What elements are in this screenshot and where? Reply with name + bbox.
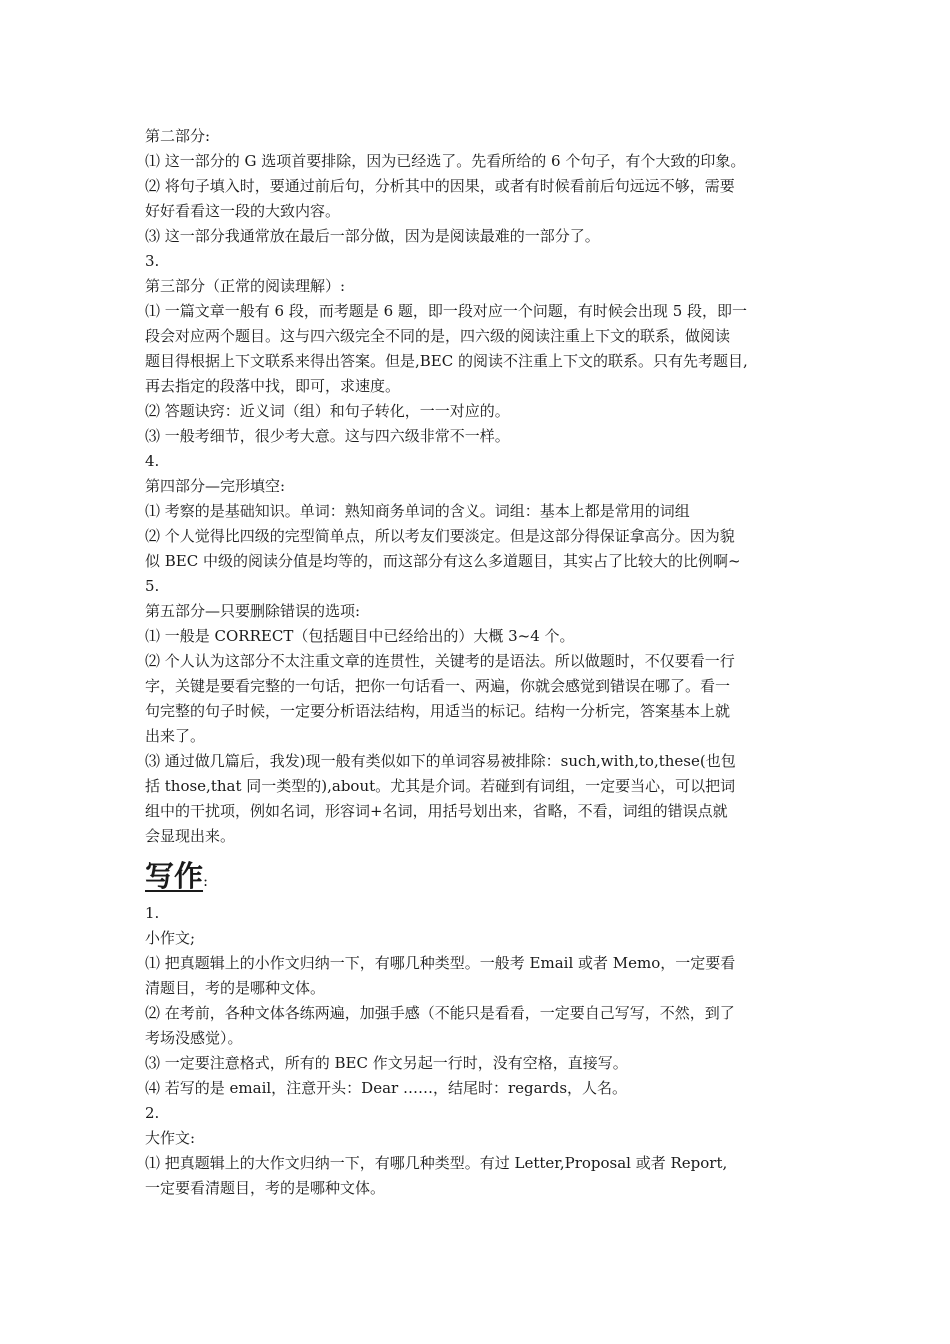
text-line: 字，关键是要看完整的一句话，把你一句话看一、两遍，你就会感觉到错误在哪了。看一 [145, 677, 731, 695]
text-line: 会显现出来。 [145, 827, 236, 845]
text-line: ⑵ 个人觉得比四级的完型简单点，所以考友们要淡定。但是这部分得保证拿高分。因为貌 [145, 527, 735, 545]
text-line: ⑶ 一定要注意格式，所有的 BEC 作文另起一行时，没有空格，直接写。 [145, 1054, 628, 1072]
text-line: ⑶ 通过做几篇后，我发)现一般有类似如下的单词容易被排除：such,with,to,these(也包 [145, 752, 736, 770]
text-line: 题目得根据上下文联系来得出答案。但是,BEC 的阅读不注重上下文的联系。只有先考题目, [145, 352, 748, 370]
text-line: 第三部分（正常的阅读理解）: [145, 277, 346, 295]
text-line: 1. [145, 904, 160, 922]
text-line: ⑶ 这一部分我通常放在最后一部分做，因为是阅读最难的一部分了。 [145, 227, 600, 245]
text-line: ⑷ 若写的是 email，注意开头：Dear ……，结尾时：regards，人名。 [145, 1079, 628, 1097]
text-line: 清题目，考的是哪种文体。 [145, 979, 326, 997]
text-line: ⑴ 考察的是基础知识。单词：熟知商务单词的含义。词组：基本上都是常用的词组 [145, 502, 690, 520]
text-line: ⑵ 答题诀窍：近义词（组）和句子转化，一一对应的。 [145, 402, 510, 420]
exam-tips-reading-section [145, 124, 815, 849]
text-line: ⑴ 这一部分的 G 选项首要排除，因为已经选了。先看所给的 6 个句子，有个大致的印象。 [145, 152, 746, 170]
text-line: 再去指定的段落中找，即可，求速度。 [145, 377, 401, 395]
text-line: 似 BEC 中级的阅读分值是均等的，而这部分有这么多道题目，其实占了比较大的比例啊~ [145, 552, 741, 570]
writing-heading-row [145, 851, 815, 901]
text-line: ⑵ 将句子填入时，要通过前后句，分析其中的因果，或者有时候看前后句远远不够，需要 [145, 177, 735, 195]
text-line: ⑴ 一般是 CORRECT（包括题目中已经给出的）大概 3~4 个。 [145, 627, 575, 645]
exam-tips-writing-section [145, 901, 815, 1201]
text-line: 句完整的句子时候，一定要分析语法结构，用适当的标记。结构一分析完，答案基本上就 [145, 702, 731, 720]
text-line: 3. [145, 252, 160, 270]
writing-heading-colon: : [203, 872, 209, 890]
text-line: 考场没感觉）。 [145, 1029, 243, 1047]
text-line: ⑴ 一篇文章一般有 6 段，而考题是 6 题，即一段对应一个问题，有时候会出现 5 段，即一 [145, 302, 748, 320]
text-line: 一定要看清题目，考的是哪种文体。 [145, 1179, 386, 1197]
text-line: ⑴ 把真题辑上的小作文归纳一下，有哪几种类型。一般考 Email 或者 Memo，一定要看 [145, 954, 736, 972]
text-line: 大作文: [145, 1129, 196, 1147]
text-line: 出来了。 [145, 727, 206, 745]
text-line: 第二部分: [145, 127, 211, 145]
text-line: ⑵ 个人认为这部分不太注重文章的连贯性，关键考的是语法。所以做题时，不仅要看一行 [145, 652, 735, 670]
text-line: ⑴ 把真题辑上的大作文归纳一下，有哪几种类型。有过 Letter,Proposal 或者 Report, [145, 1154, 728, 1172]
text-line: 段会对应两个题目。这与四六级完全不同的是，四六级的阅读注重上下文的联系，做阅读 [145, 327, 731, 345]
text-line: ⑶ 一般考细节，很少考大意。这与四六级非常不一样。 [145, 427, 510, 445]
text-line: 好好看看这一段的大致内容。 [145, 202, 341, 220]
document-page [145, 124, 815, 1201]
text-line: 括 those,that 同一类型的),about。尤其是介词。若碰到有词组，一定要当心，可以把词 [145, 777, 736, 795]
text-line: 组中的干扰项，例如名词，形容词+名词，用括号划出来，省略，不看，词组的错误点就 [145, 802, 728, 820]
text-line: 2. [145, 1104, 160, 1122]
text-line: ⑵ 在考前，各种文体各练两遍，加强手感（不能只是看看，一定要自己写写，不然，到了 [145, 1004, 735, 1022]
text-line: 4. [145, 452, 160, 470]
text-line: 第四部分—完形填空: [145, 477, 286, 495]
writing-heading: 写作 [145, 859, 204, 893]
text-line: 5. [145, 577, 160, 595]
text-line: 第五部分—只要删除错误的选项: [145, 602, 361, 620]
text-line: 小作文; [145, 929, 196, 947]
